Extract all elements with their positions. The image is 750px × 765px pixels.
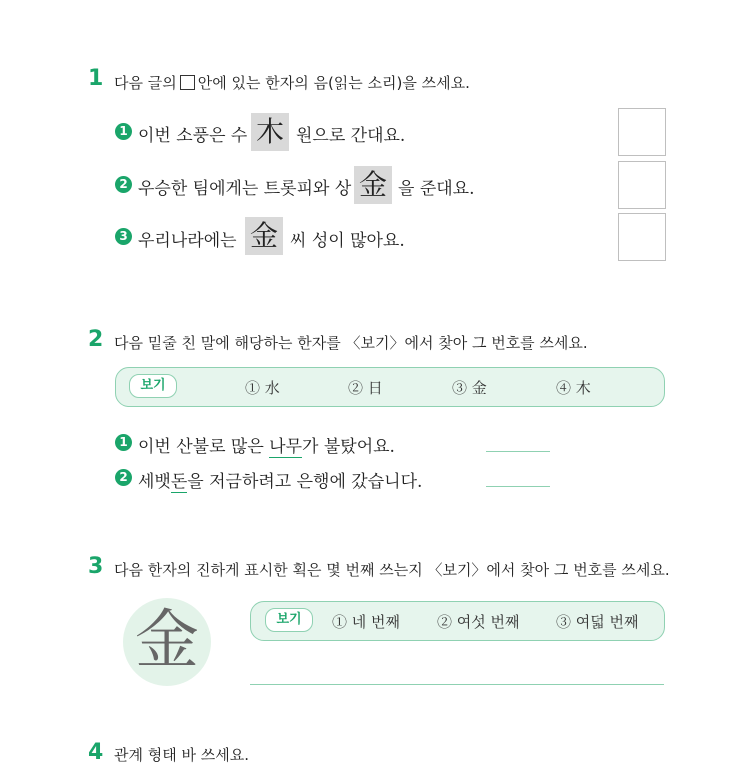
- item-2-1-underlined-word: 나무: [269, 437, 303, 457]
- item-2-1-answer-line[interactable]: [486, 451, 550, 452]
- question-1-prompt: [114, 72, 470, 93]
- item-2-1-number: 1: [115, 434, 132, 451]
- item-1-1-number: 1: [115, 123, 132, 140]
- square-box-icon: [180, 75, 195, 90]
- item-2-1-sentence: [138, 432, 395, 457]
- item-1-2-text-after: 을 준대요.: [398, 179, 475, 199]
- item-1-2-text-before: 우승한 팀에게는 트롯피와 상: [138, 179, 352, 199]
- item-1-1-text-after: 원으로 간대요.: [296, 126, 406, 146]
- question-4-number: 4: [88, 740, 104, 765]
- item-1-3-hanja: 金: [245, 217, 283, 255]
- item-2-1-text-before: 이번 산불로 많은: [138, 437, 270, 457]
- item-1-2-answer-box[interactable]: [618, 161, 666, 209]
- question-3-option-1: ① 네 번째: [332, 613, 401, 631]
- stroke-order-hanja: 金: [135, 604, 199, 678]
- item-2-2-text-before: 세뱃: [138, 472, 171, 492]
- item-2-2-text-after: 을 저금하려고 은행에 갔습니다.: [187, 472, 423, 492]
- question-2-option-1: ① 水: [245, 379, 280, 397]
- item-2-2-sentence: [138, 467, 422, 492]
- question-2-prompt: 다음 밑줄 친 말에 해당하는 한자를 〈보기〉에서 찾아 그 번호를 쓰세요.: [114, 334, 588, 352]
- question-2-option-4: ④ 木: [556, 379, 591, 397]
- item-1-3-number: 3: [115, 228, 132, 245]
- question-3-option-2: ② 여섯 번째: [437, 613, 520, 631]
- question-1-prompt-end: 안에 있는 한자의 음(읽는 소리)을 쓰세요.: [197, 74, 470, 92]
- item-1-2-number: 2: [115, 176, 132, 193]
- question-4-prompt: 관계 형태 바 쓰세요.: [114, 746, 249, 764]
- item-2-1-text-after: 가 불탔어요.: [302, 437, 395, 457]
- question-2-bogi-label: 보기: [129, 374, 177, 398]
- item-1-3-text-before: 우리나라에는: [138, 231, 237, 251]
- question-2-number: 2: [88, 327, 104, 352]
- item-2-2-underlined-word: 돈: [170, 472, 188, 492]
- item-1-3-answer-box[interactable]: [618, 213, 666, 261]
- question-3-prompt: 다음 한자의 진하게 표시한 획은 몇 번째 쓰는지 〈보기〉에서 찾아 그 번호를 쓰세요.: [114, 561, 670, 579]
- question-2-option-3: ③ 金: [452, 379, 487, 397]
- question-1-number: 1: [88, 66, 104, 91]
- item-1-1-answer-box[interactable]: [618, 108, 666, 156]
- item-1-1-text-before: 이번 소풍은 수: [138, 126, 248, 146]
- item-1-3-text-after: 씨 성이 많아요.: [290, 231, 405, 251]
- item-2-2-number: 2: [115, 469, 132, 486]
- item-2-2-answer-line[interactable]: [486, 486, 550, 487]
- question-1-prompt-start: 다음 글의: [114, 74, 177, 92]
- question-2-option-2: ② 日: [348, 379, 383, 397]
- question-3-bogi-label: 보기: [265, 608, 313, 632]
- question-3-option-3: ③ 여덟 번째: [556, 613, 639, 631]
- question-3-answer-line[interactable]: [250, 684, 664, 685]
- item-1-2-hanja: 金: [354, 166, 392, 204]
- item-1-1-hanja: 木: [251, 113, 289, 151]
- question-3-number: 3: [88, 554, 104, 579]
